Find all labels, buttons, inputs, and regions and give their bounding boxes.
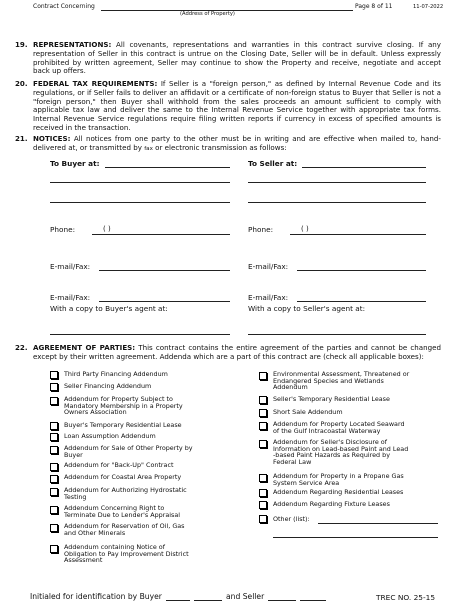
form-number: TREC NO. 25-15 xyxy=(376,593,436,602)
addendum-label-left-2: Addendum for Property Subject to Mandatory Membership in a Property Owners Association xyxy=(64,395,183,417)
addendum-checkbox-left-0[interactable] xyxy=(50,371,58,379)
seller-phone-area-code: ( ) xyxy=(301,225,309,233)
buyer-address-line-3[interactable] xyxy=(50,202,230,203)
addendum-checkbox-left-6[interactable] xyxy=(50,463,58,471)
addendum-checkbox-right-3[interactable] xyxy=(259,422,267,430)
addendum-checkbox-right-1[interactable] xyxy=(259,396,267,404)
seller-address-line-3[interactable] xyxy=(248,202,426,203)
buyer-address-line-2[interactable] xyxy=(50,182,230,183)
addendum-label-right-8: Other (list): xyxy=(273,515,310,523)
addendum-checkbox-left-9[interactable] xyxy=(50,506,58,514)
buyer-address-line-1[interactable] xyxy=(105,167,230,168)
addendum-checkbox-left-4[interactable] xyxy=(50,433,58,441)
seller-address-line-2[interactable] xyxy=(248,182,426,183)
buyer-email-fax-label-2: E-mail/Fax: xyxy=(50,293,91,302)
other-list-line-2[interactable] xyxy=(273,537,438,538)
section-21-notices xyxy=(15,134,441,154)
addendum-label-left-1: Seller Financing Addendum xyxy=(64,382,152,390)
form-date: 11-07-2022 xyxy=(413,4,444,10)
section-20-number: 20. xyxy=(15,79,28,88)
section-22-number: 22. xyxy=(15,343,28,352)
seller-phone-line[interactable] xyxy=(290,234,426,235)
addendum-label-left-4: Loan Assumption Addendum xyxy=(64,432,156,440)
footer-and-seller-label: and Seller xyxy=(226,592,265,601)
seller-initial-line-2[interactable] xyxy=(300,600,326,601)
section-21-heading: NOTICES: xyxy=(33,134,71,143)
addendum-checkbox-left-1[interactable] xyxy=(50,383,58,391)
addendum-checkbox-left-8[interactable] xyxy=(50,488,58,496)
section-21-number: 21. xyxy=(15,134,28,143)
address-caption: (Address of Property) xyxy=(180,11,235,17)
seller-email-fax-label-2: E-mail/Fax: xyxy=(248,293,289,302)
addendum-label-left-11: Addendum containing Notice of Obligation to Pay Improvement District Assessment xyxy=(64,543,189,565)
addendum-checkbox-left-2[interactable] xyxy=(50,397,58,405)
addendum-checkbox-right-0[interactable] xyxy=(259,372,267,380)
addendum-checkbox-left-7[interactable] xyxy=(50,475,58,483)
section-22-text: This contract contains the entire agreement of the parties and cannot be changed except by their written agreement. Addenda which are a part of this contract are (check all applicable boxes): xyxy=(33,343,441,361)
seller-email-fax-line-2[interactable] xyxy=(297,301,426,302)
buyer-phone-label: Phone: xyxy=(50,225,76,234)
buyer-email-fax-line-1[interactable] xyxy=(99,270,230,271)
other-list-line-1[interactable] xyxy=(318,523,438,524)
buyer-phone-area-code: ( ) xyxy=(103,225,111,233)
section-21-text-b: or electronic transmission as follows: xyxy=(155,142,287,152)
addendum-checkbox-right-4[interactable] xyxy=(259,440,267,448)
seller-agent-line[interactable] xyxy=(248,334,426,335)
section-19-number: 19. xyxy=(15,40,28,49)
addendum-label-left-7: Addendum for Coastal Area Property xyxy=(64,473,182,481)
seller-initial-line-1[interactable] xyxy=(268,600,296,601)
addendum-label-left-6: Addendum for "Back-Up" Contract xyxy=(64,461,174,469)
buyer-email-fax-line-2[interactable] xyxy=(99,301,230,302)
addendum-checkbox-right-8[interactable] xyxy=(259,515,267,523)
addendum-label-right-3: Addendum for Property Located Seaward of the Gulf Intracoastal Waterway xyxy=(273,420,405,435)
section-21-fax-word: fax xyxy=(144,145,153,152)
section-20-text: If Seller is a "foreign person," as defined by Internal Revenue Code and its regulations, or if Seller fails to deliver an affidavit or a certificate of non-foreign status to Buyer that Seller is not a "foreign person," then Buyer shall withhold from the sales proceeds an amount sufficient to comply with applicable tax law and deliver the same to the Internal Revenue Service together with appropriate tax forms. Internal Revenue Service regulations require filing written reports if currency in excess of specified amounts is received in the transaction. xyxy=(33,79,441,132)
section-19-heading: REPRESENTATIONS: xyxy=(33,40,112,49)
seller-address-line-1[interactable] xyxy=(302,167,426,168)
to-seller-label: To Seller at: xyxy=(248,159,298,168)
section-22-heading: AGREEMENT OF PARTIES: xyxy=(33,343,136,352)
seller-phone-label: Phone: xyxy=(248,225,274,234)
addendum-label-right-4: Addendum for Seller's Disclosure of Information on Lead-based Paint and Lead -based Paint Hazards as Required by Federal Law xyxy=(273,438,409,466)
buyer-agent-copy-label: With a copy to Buyer's agent at: xyxy=(50,304,168,313)
buyer-phone-line[interactable] xyxy=(92,234,230,235)
section-20-federal-tax xyxy=(15,79,441,133)
section-21-text-a: All notices from one party to the other must be in writing and are effective when mailed to, hand-delivered at, or transmitted by xyxy=(33,134,441,152)
addendum-label-left-8: Addendum for Authorizing Hydrostatic Testing xyxy=(64,486,187,501)
seller-agent-copy-label: With a copy to Seller's agent at: xyxy=(248,304,366,313)
seller-email-fax-line-1[interactable] xyxy=(297,270,426,271)
contract-concerning-label: Contract Concerning xyxy=(33,3,95,10)
page-number: Page 8 of 11 xyxy=(355,3,393,10)
addendum-checkbox-right-2[interactable] xyxy=(259,409,267,417)
addendum-label-left-9: Addendum Concerning Right to Terminate Due to Lender's Appraisal xyxy=(64,504,181,519)
buyer-initial-line-2[interactable] xyxy=(194,600,222,601)
addendum-checkbox-right-5[interactable] xyxy=(259,474,267,482)
footer-initialed-label: Initialed for identification by Buyer xyxy=(30,592,162,601)
addendum-label-left-10: Addendum for Reservation of Oil, Gas and Other Minerals xyxy=(64,522,185,537)
buyer-agent-line[interactable] xyxy=(50,334,230,335)
addendum-label-right-0: Environmental Assessment, Threatened or Endangered Species and Wetlands Addendum xyxy=(273,370,410,392)
addendum-label-left-0: Third Party Financing Addendum xyxy=(64,370,168,378)
addendum-checkbox-left-10[interactable] xyxy=(50,524,58,532)
addendum-checkbox-left-5[interactable] xyxy=(50,446,58,454)
addendum-label-right-5: Addendum for Property in a Propane Gas System Service Area xyxy=(273,472,404,487)
buyer-email-fax-label: E-mail/Fax: xyxy=(50,262,91,271)
section-19-text: All covenants, representations and warranties in this contract survive closing. If any representation of Seller in this contract is untrue on the Closing Date, Seller will be in default. Unless expressly prohibited by written agreement, Seller may continue to show the Property and receive, negotiate and accept back up offers. xyxy=(33,40,441,76)
addendum-checkbox-right-7[interactable] xyxy=(259,501,267,509)
seller-email-fax-label: E-mail/Fax: xyxy=(248,262,289,271)
addendum-label-right-6: Addendum Regarding Residential Leases xyxy=(273,488,404,496)
to-buyer-label: To Buyer at: xyxy=(50,159,100,168)
addendum-checkbox-left-3[interactable] xyxy=(50,422,58,430)
addendum-label-left-5: Addendum for Sale of Other Property by Buyer xyxy=(64,444,193,459)
addendum-label-left-3: Buyer's Temporary Residential Lease xyxy=(64,421,182,429)
section-19-representations xyxy=(15,40,441,76)
addendum-label-right-1: Seller's Temporary Residential Lease xyxy=(273,395,390,403)
section-20-heading: FEDERAL TAX REQUIREMENTS: xyxy=(33,79,158,88)
addendum-checkbox-left-11[interactable] xyxy=(50,545,58,553)
addendum-label-right-2: Short Sale Addendum xyxy=(273,408,343,416)
addendum-checkbox-right-6[interactable] xyxy=(259,489,267,497)
addendum-label-right-7: Addendum Regarding Fixture Leases xyxy=(273,500,390,508)
section-22-agreement xyxy=(15,343,441,362)
buyer-initial-line-1[interactable] xyxy=(166,600,190,601)
